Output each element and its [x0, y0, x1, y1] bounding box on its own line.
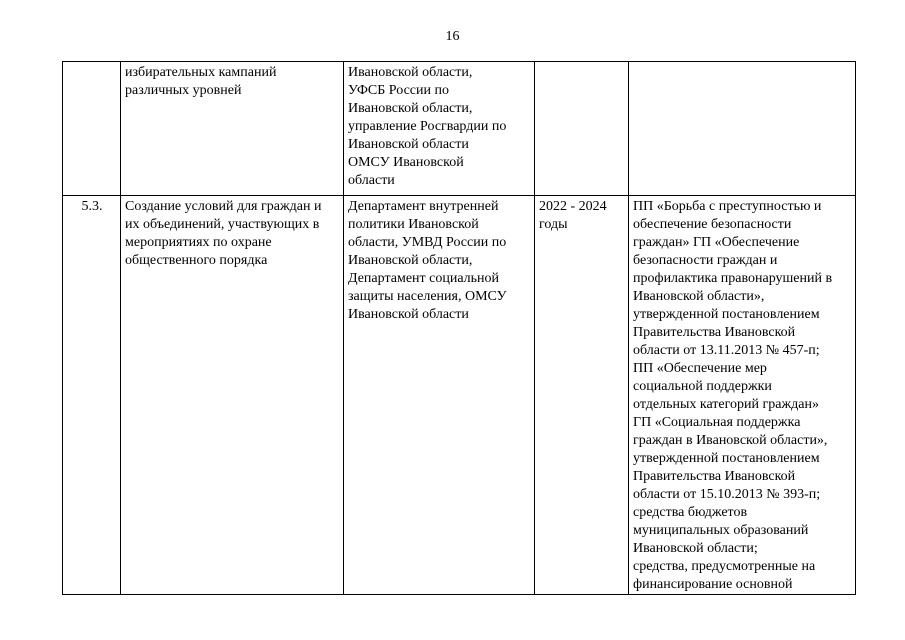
cell-period: 2022 - 2024 годы	[535, 196, 629, 595]
cell-executors: Ивановской области, УФСБ России по Ивановской области, управление Росгвардии по Ивановской области ОМСУ Ивановской области	[344, 62, 535, 196]
measures-table	[62, 61, 856, 595]
cell-period	[535, 62, 629, 196]
cell-activity: избирательных кампаний различных уровней	[121, 62, 344, 196]
cell-funding-sources	[629, 62, 856, 196]
cell-executors: Департамент внутренней политики Ивановской области, УМВД России по Ивановской области, Департамент социальной защиты населения, ОМСУ Ивановской области	[344, 196, 535, 595]
cell-funding-sources: ПП «Борьба с преступностью и обеспечение безопасности граждан» ГП «Обеспечение безопасности граждан и профилактика правонарушений в Ивановской области», утвержденной постановлением Правительства Ивановской области от 13.11.2013 № 457-п; ПП «Обеспечение мер социальной поддержки отдельных категорий граждан» ГП «Социальная поддержка граждан в Ивановской области», утвержденной постановлением Правительства Ивановской области от 15.10.2013 № 393-п; средства бюджетов муниципальных образований Ивановской области; средства, предусмотренные на финансирование основной	[629, 196, 856, 595]
table-row	[63, 196, 856, 595]
cell-activity: Создание условий для граждан и их объединений, участвующих в мероприятиях по охране общественного порядка	[121, 196, 344, 595]
page-number: 16	[445, 29, 460, 44]
table-row	[63, 62, 856, 196]
cell-item-number	[63, 62, 121, 196]
cell-item-number: 5.3.	[63, 196, 121, 595]
